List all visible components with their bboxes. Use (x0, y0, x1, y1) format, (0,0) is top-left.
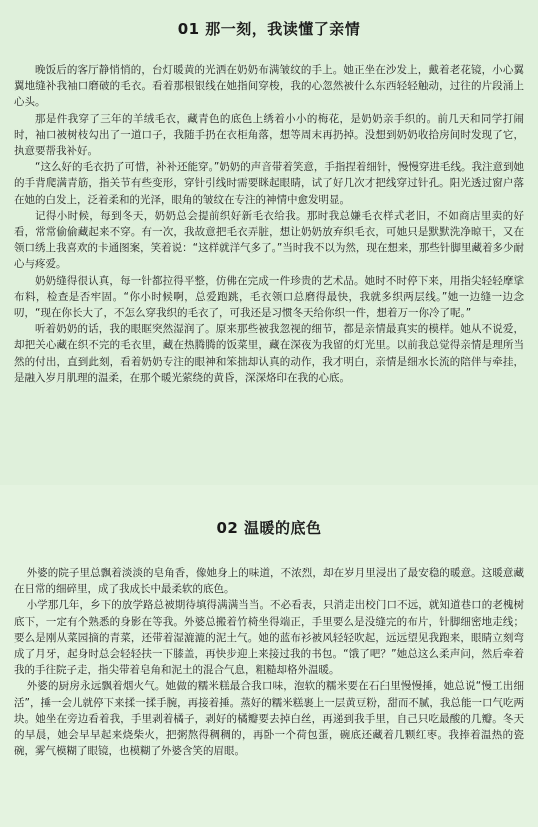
paragraph: 外婆的厨房永远飘着烟火气。她做的糯米糕最合我口味，泡软的糯米要在石臼里慢慢捶，她总说“慢工出细活”，捶一会儿就停下来揉一揉手腕，再接着捶。蒸好的糯米糕裹上一层黄豆粉，甜而不腻，我总能一口气吃两块。她坐在旁边看着我，手里剥着橘子，剥好的橘瓣要去掉白丝，再递到我手里，自己只吃最酸的几瓣。冬天的早晨，她会早早起来烧柴火，把粥熬得稠稠的，再卧一个荷包蛋，碗底还藏着几颗红枣。我捧着温热的瓷碗，雾气模糊了眼镜，也模糊了外婆含笑的眉眼。 (14, 680, 524, 758)
section-2 (0, 485, 538, 827)
section-2-title: 02 温暖的底色 (216, 519, 322, 537)
paragraph: “这么好的毛衣扔了可惜，补补还能穿。”奶奶的声音带着笑意，手指捏着细针，慢慢穿进毛线。我注意到她的手背爬满青筋，指关节有些变形，穿针引线时需要眯起眼睛，试了好几次才把线穿过针孔。阳光透过窗户落在她的白发上，泛着柔和的光泽，眼角的皱纹在专注的神情中愈发明显。 (14, 161, 524, 206)
paragraph: 记得小时候，每到冬天，奶奶总会提前织好新毛衣给我。那时我总嫌毛衣样式老旧，不如商店里卖的好看，常常偷偷藏起来不穿。有一次，我故意把毛衣弄脏，想让奶奶放弃织毛衣，可她只是默默洗净晾干，又在领口绣上我喜欢的卡通图案，笑着说：“这样就洋气多了。”当时我不以为然，现在想来，那些针脚里藏着多少耐心与疼爱。 (14, 209, 524, 271)
section-1-body (0, 40, 538, 386)
paragraph: 奶奶缝得很认真，每一针都拉得平整，仿佛在完成一件珍贵的艺术品。她时不时停下来，用指尖轻轻摩挲布料，检查是否牢固。“你小时候啊，总爱跑跳，毛衣领口总磨得最快，我就多织两层线。”她一边缝一边念叨，“现在你长大了，不怎么穿我织的毛衣了，可我还是习惯冬天给你织一件，想着万一你冷了呢。” (14, 274, 524, 320)
paragraph: 外婆的院子里总飘着淡淡的皂角香，像她身上的味道，不浓烈，却在岁月里浸出了最安稳的暖意。这暖意藏在日常的细碎里，成了我成长中最柔软的底色。 (14, 567, 524, 596)
paragraph: 小学那几年，乡下的放学路总被期待填得满满当当。不必看表，只消走出校门口不远，就知道巷口的老槐树底下，一定有个熟悉的身影在等我。外婆总搬着竹椅坐得端正，手里要么是没缝完的布片，针脚细密地走线；要么是刚从菜园摘的青菜，还带着湿漉漉的泥土气。她的蓝布衫被风轻轻吹起，远远望见我跑来，眼睛立刻弯成了月牙，起身时总会轻轻扶一下膝盖，再快步迎上来接过我的书包。“饿了吧？”她总这么柔声问，然后牵着我的手往院子走，指尖带着皂角和泥土的混合气息，粗糙却格外温暖。 (14, 599, 524, 677)
paragraph: 晚饭后的客厅静悄悄的，台灯暖黄的光洒在奶奶布满皱纹的手上。她正坐在沙发上，戴着老花镜，小心翼翼地缝补我袖口磨破的毛衣。看着那根银线在她指间穿梭，我的心忽然被什么东西轻轻触动，过往的片段涌上心头。 (14, 64, 524, 109)
paragraph: 那是件我穿了三年的羊绒毛衣，藏青色的底色上绣着小小的梅花，是奶奶亲手织的。前几天和同学打闹时，袖口被树枝勾出了一道口子，我随手扔在衣柜角落，想等周末再扔掉。没想到奶奶收拾房间时发现了它，执意要帮我补好。 (14, 112, 524, 158)
section-1-title: 01 那一刻，我读懂了亲情 (177, 20, 361, 38)
paragraph: 听着奶奶的话，我的眼眶突然湿润了。原来那些被我忽视的细节，都是亲情最真实的模样。她从不说爱，却把关心藏在织不完的毛衣里，藏在热腾腾的饭菜里，藏在深夜为我留的灯光里。以前我总觉得亲情是理所当然的付出，直到此刻，看着奶奶专注的眼神和笨拙却认真的动作，我才明白，亲情是细水长流的陪伴与牵挂，是融入岁月肌理的温柔，在那个暖光萦绕的黄昏，深深烙印在我的心底。 (14, 323, 524, 384)
section-2-body (0, 539, 538, 759)
